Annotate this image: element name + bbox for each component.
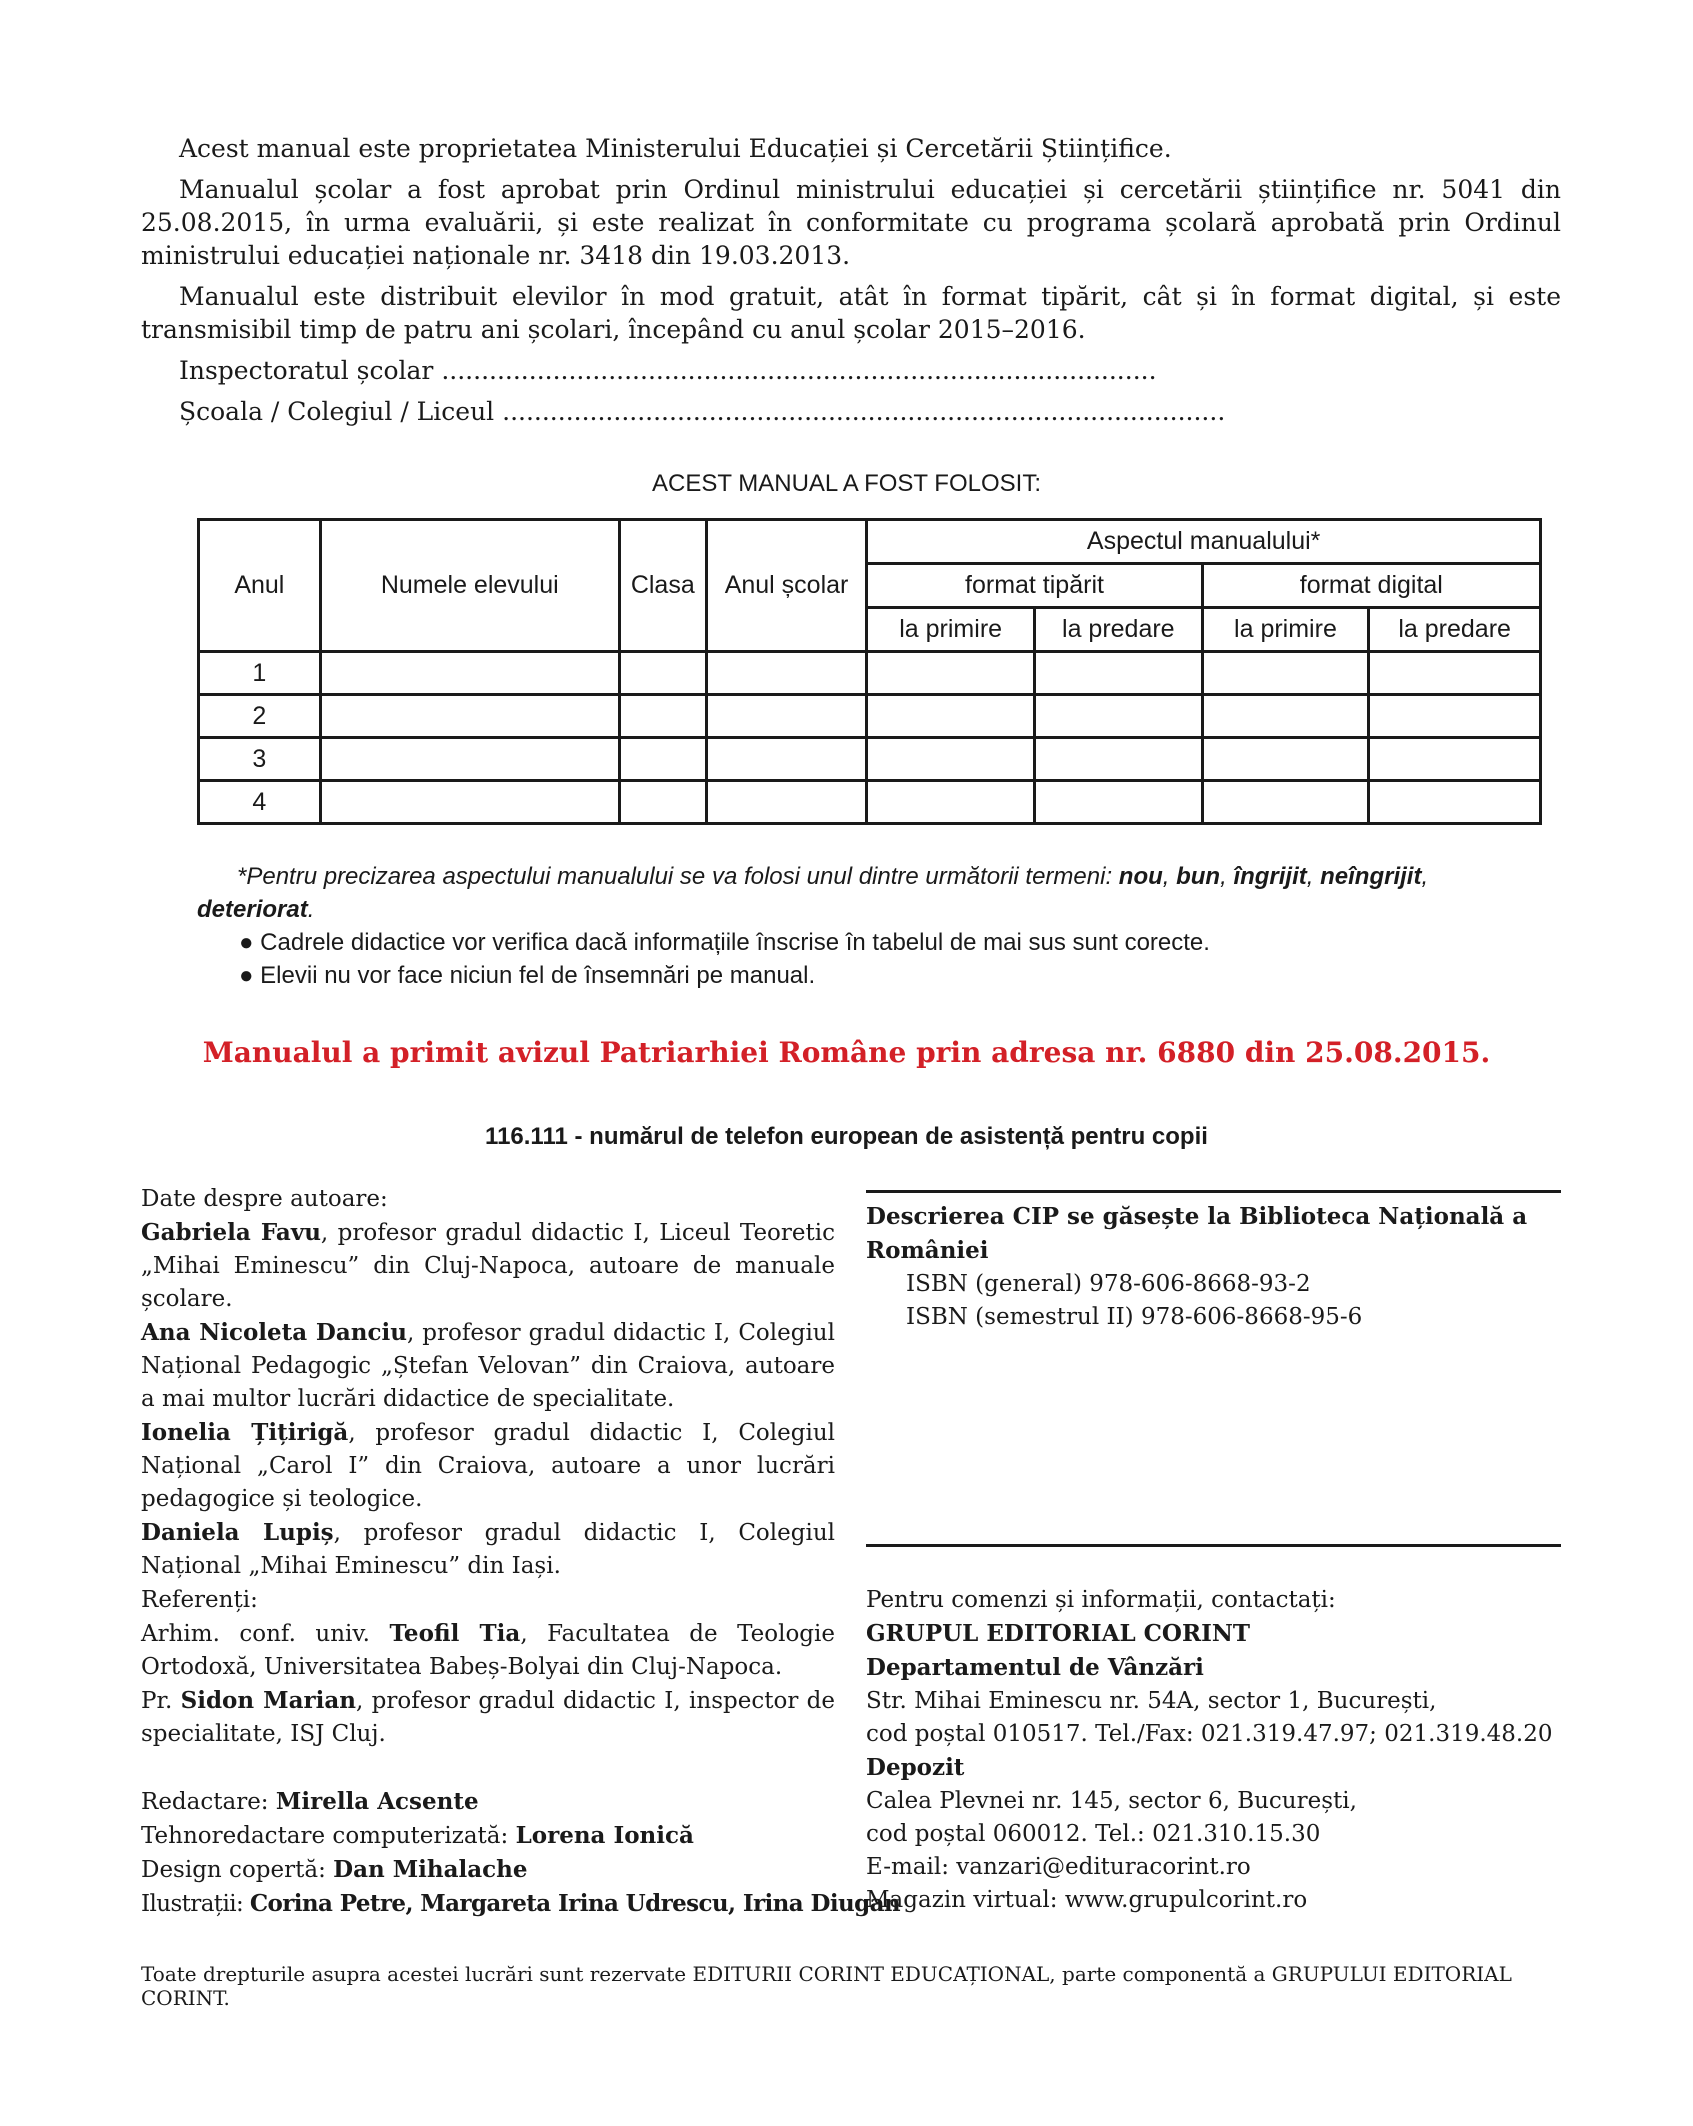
- cip-section: [866, 1200, 1561, 1334]
- bullet-icon: ●: [239, 962, 254, 989]
- author-name: Daniela Lupiș: [141, 1519, 334, 1546]
- aspect-footnote: *Pentru precizarea aspectului manualului se va folosi unul dintre următorii termeni: nou, bun, îngrijit, neîngrijit, deteriorat.: [197, 863, 1429, 923]
- author-name: Ionelia Țițirigă: [141, 1419, 349, 1446]
- cell-numele[interactable]: [320, 695, 619, 738]
- table-row: [199, 695, 1541, 738]
- header-anul: Anul: [199, 520, 321, 652]
- child-helpline: 116.111 - numărul de telefon european de asistență pentru copii: [485, 1123, 1208, 1150]
- authors-heading: Date despre autoare:: [141, 1186, 388, 1212]
- cell-numele[interactable]: [320, 738, 619, 781]
- cell-digital-primire[interactable]: [1202, 652, 1369, 695]
- referenti-heading: Referenți:: [141, 1587, 258, 1613]
- ownership-text: Acest manual este proprietatea Ministerului Educației și Cercetării Științifice.: [179, 134, 1172, 163]
- author-entry: Gabriela Favu, profesor gradul didactic I, Liceul Teoretic „Mihai Eminescu” din Cluj-Napoca, autoare de manuale școlare.: [141, 1219, 835, 1312]
- header-aspectul-manualului: Aspectul manualului*: [867, 520, 1541, 564]
- referent-name: Sidon Marian: [180, 1687, 357, 1714]
- cell-tiparit-primire[interactable]: [867, 738, 1035, 781]
- referent-entry: Arhim. conf. univ. Teofil Tia, Facultatea de Teologie Ortodoxă, Universitatea Babeș-Bolyai din Cluj-Napoca.: [141, 1620, 835, 1680]
- referenti-section: [141, 1584, 835, 1751]
- contact-section: [866, 1584, 1561, 1917]
- scoala-field: Școala / Colegiul / Liceul ...........................................................................................: [179, 397, 1226, 426]
- cell-digital-predare[interactable]: [1369, 695, 1541, 738]
- table-footnote: [197, 860, 1542, 992]
- row-number: 3: [199, 738, 321, 781]
- author-entry: Ana Nicoleta Danciu, profesor gradul didactic I, Colegiul Național Pedagogic „Ștefan Velovan” din Craiova, autoare a mai multor lucrări didactice de specialitate.: [141, 1319, 835, 1412]
- bullet-icon: ●: [239, 929, 254, 956]
- cell-anul-scolar[interactable]: [706, 695, 867, 738]
- cell-tiparit-primire[interactable]: [867, 695, 1035, 738]
- author-entry: Ionelia Țițirigă, profesor gradul didactic I, Colegiul Național „Carol I” din Craiova, autoare a unor lucrări pedagogice și teologice.: [141, 1419, 835, 1512]
- header-format-tiparit: format tipărit: [867, 564, 1202, 608]
- cip-title: Descrierea CIP se găsește la Biblioteca Națională a României: [866, 1203, 1528, 1264]
- bullet-item-verificare: ● Cadrele didactice vor verifica dacă informațiile înscrise în tabelul de mai sus sunt corecte.: [239, 929, 1210, 956]
- credit-design: Design copertă: Dan Mihalache: [141, 1856, 528, 1883]
- term-bun: bun: [1176, 863, 1221, 890]
- term-neingrijit: neîngrijit: [1320, 863, 1422, 890]
- cell-anul-scolar[interactable]: [706, 652, 867, 695]
- contact-website[interactable]: Magazin virtual: www.grupulcorint.ro: [866, 1887, 1308, 1913]
- referent-entry: Pr. Sidon Marian, profesor gradul didactic I, inspector de specialitate, ISJ Cluj.: [141, 1687, 835, 1747]
- referent-name: Teofil Tia: [389, 1620, 521, 1647]
- cell-digital-primire[interactable]: [1202, 695, 1369, 738]
- contact-address-2: cod poștal 010517. Tel./Fax: 021.319.47.97; 021.319.48.20: [866, 1721, 1553, 1747]
- isbn-general: ISBN (general) 978-606-8668-93-2: [906, 1271, 1311, 1297]
- patriarhie-aviz: Manualul a primit avizul Patriarhiei Române prin adresa nr. 6880 din 25.08.2015.: [202, 1036, 1491, 1069]
- copyright-notice: Toate drepturile asupra acestei lucrări sunt rezervate EDITURII CORINT EDUCAȚIONAL, parte componentă a GRUPULUI EDITORIAL CORINT.: [141, 1962, 1512, 2010]
- cell-digital-predare[interactable]: [1369, 738, 1541, 781]
- term-deteriorat: deteriorat: [197, 896, 308, 923]
- cip-top-rule: [866, 1190, 1561, 1193]
- cell-numele[interactable]: [320, 652, 619, 695]
- contact-group: GRUPUL EDITORIAL CORINT: [866, 1620, 1250, 1647]
- term-nou: nou: [1118, 863, 1163, 890]
- author-name: Ana Nicoleta Danciu: [141, 1319, 407, 1346]
- cell-numele[interactable]: [320, 781, 619, 824]
- header-digital-la-primire: la primire: [1202, 608, 1369, 652]
- distribution-text: Manualul este distribuit elevilor în mod gratuit, atât în format tipărit, cât și în format digital, și este transmisibil timp de patru ani școlari, începând cu anul școlar 2015–2016.: [141, 282, 1561, 344]
- header-numele-elevului: Numele elevului: [320, 520, 619, 652]
- term-ingrijit: îngrijit: [1233, 863, 1307, 890]
- contact-dept: Departamentul de Vânzări: [866, 1654, 1204, 1681]
- depozit-address-2: cod poștal 060012. Tel.: 021.310.15.30: [866, 1821, 1321, 1847]
- row-number: 1: [199, 652, 321, 695]
- cell-tiparit-primire[interactable]: [867, 652, 1035, 695]
- row-number: 2: [199, 695, 321, 738]
- cell-tiparit-predare[interactable]: [1034, 652, 1202, 695]
- header-anul-scolar: Anul școlar: [706, 520, 867, 652]
- credit-ilustratii: Ilustrații: Corina Petre, Margareta Irina Udrescu, Irina Diugan: [141, 1890, 900, 1917]
- usage-table: [197, 518, 1542, 825]
- cell-digital-primire[interactable]: [1202, 738, 1369, 781]
- author-entry: Daniela Lupiș, profesor gradul didactic I, Colegiul Național „Mihai Eminescu” din Iași.: [141, 1519, 835, 1579]
- cell-digital-predare[interactable]: [1369, 781, 1541, 824]
- cell-clasa[interactable]: [619, 695, 706, 738]
- cell-anul-scolar[interactable]: [706, 738, 867, 781]
- cell-clasa[interactable]: [619, 738, 706, 781]
- credit-tehnoredactare: Tehnoredactare computerizată: Lorena Ionică: [141, 1822, 694, 1849]
- cip-bottom-rule: [866, 1544, 1561, 1547]
- header-tiparit-la-primire: la primire: [867, 608, 1035, 652]
- cell-clasa[interactable]: [619, 781, 706, 824]
- contact-intro: Pentru comenzi și informații, contactați:: [866, 1587, 1336, 1613]
- table-row: [199, 781, 1541, 824]
- row-number: 4: [199, 781, 321, 824]
- cell-tiparit-predare[interactable]: [1034, 781, 1202, 824]
- header-tiparit-la-predare: la predare: [1034, 608, 1202, 652]
- inspectorat-field: Inspectoratul școlar ..........................................................................................: [179, 356, 1157, 385]
- authors-section: [141, 1183, 835, 1583]
- usage-table-title: ACEST MANUAL A FOST FOLOSIT:: [652, 470, 1041, 497]
- cell-anul-scolar[interactable]: [706, 781, 867, 824]
- table-row: [199, 738, 1541, 781]
- cell-tiparit-predare[interactable]: [1034, 738, 1202, 781]
- bullet-item-insemnari: ● Elevii nu vor face niciun fel de însemnări pe manual.: [239, 962, 816, 989]
- cell-digital-predare[interactable]: [1369, 652, 1541, 695]
- intro-section: [141, 132, 1561, 436]
- header-format-digital: format digital: [1202, 564, 1540, 608]
- cell-tiparit-primire[interactable]: [867, 781, 1035, 824]
- depozit-address-1: Calea Plevnei nr. 145, sector 6, București,: [866, 1788, 1357, 1814]
- credit-redactare: Redactare: Mirella Acsente: [141, 1788, 479, 1815]
- contact-email[interactable]: E-mail: vanzari@edituracorint.ro: [866, 1854, 1251, 1880]
- cell-digital-primire[interactable]: [1202, 781, 1369, 824]
- cell-tiparit-predare[interactable]: [1034, 695, 1202, 738]
- table-row: [199, 652, 1541, 695]
- approval-text: Manualul școlar a fost aprobat prin Ordinul ministrului educației și cercetării științifice nr. 5041 din 25.08.2015, în urma evaluării, și este realizat în conformitate cu programa școlară aprobată prin Ordinul ministrului educației naționale nr. 3418 din 19.03.2013.: [141, 175, 1561, 270]
- credits-section: [141, 1785, 900, 1921]
- cell-clasa[interactable]: [619, 652, 706, 695]
- header-clasa: Clasa: [619, 520, 706, 652]
- contact-address-1: Str. Mihai Eminescu nr. 54A, sector 1, București,: [866, 1688, 1437, 1714]
- contact-depozit: Depozit: [866, 1754, 965, 1781]
- isbn-semestru: ISBN (semestrul II) 978-606-8668-95-6: [906, 1304, 1363, 1330]
- author-name: Gabriela Favu: [141, 1219, 321, 1246]
- header-digital-la-predare: la predare: [1369, 608, 1541, 652]
